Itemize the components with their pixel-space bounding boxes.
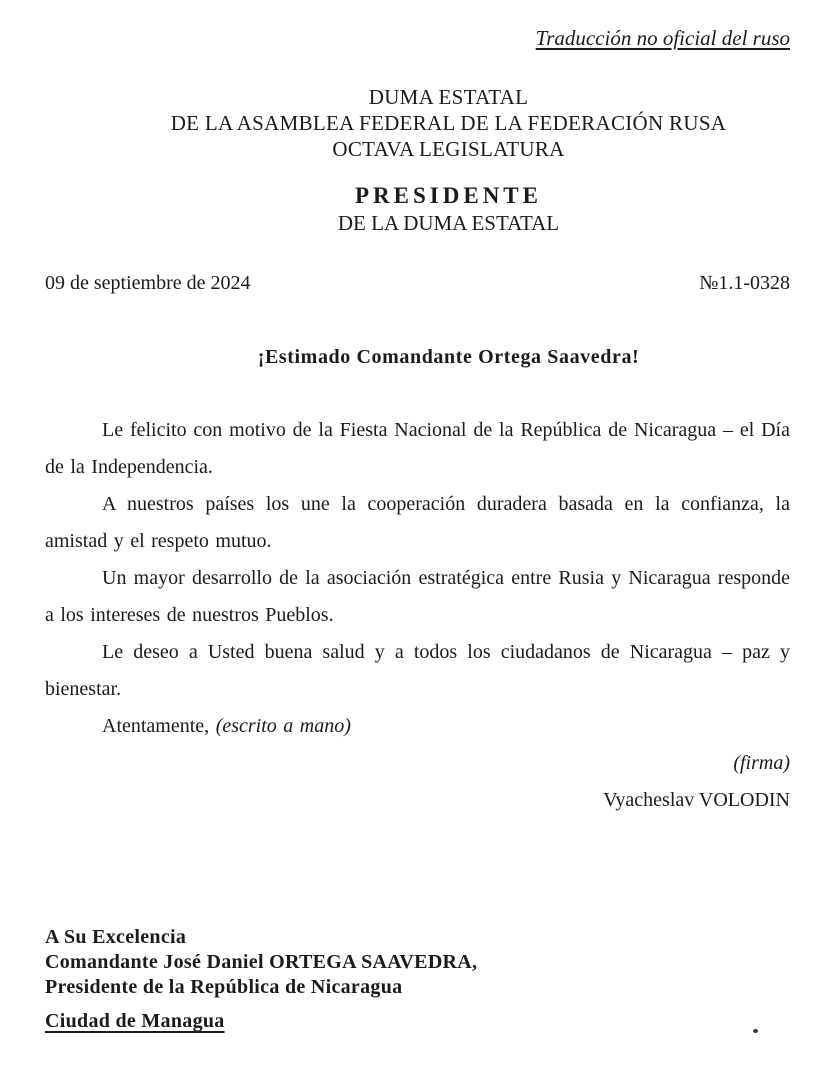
letterhead-line2: DE LA ASAMBLEA FEDERAL DE LA FEDERACIÓN RUSA: [170, 111, 727, 135]
reference-number: №1.1-0328: [699, 272, 790, 294]
salutation: ¡Estimado Comandante Ortega Saavedra!: [257, 346, 640, 368]
recipient-city: Ciudad de Managua: [45, 1010, 225, 1032]
recipient-line1: A Su Excelencia: [45, 926, 187, 948]
recipient-block: [45, 925, 790, 1034]
recipient-line2: Comandante José Daniel ORTEGA SAAVEDRA,: [45, 951, 478, 973]
letterhead: [45, 84, 790, 162]
letterhead-line1: DUMA ESTATAL: [368, 85, 529, 109]
scan-artifact-dot: [753, 1029, 758, 1033]
translation-note-text: Traducción no oficial del ruso: [535, 26, 790, 50]
signer-name: Vyacheslav VOLODIN: [603, 789, 790, 811]
closing-regular: Atentamente,: [102, 715, 216, 737]
paragraph: Le felicito con motivo de la Fiesta Nacional de la República de Nicaragua – el Día de la Independencia.: [45, 419, 790, 478]
paragraph: Un mayor desarrollo de la asociación estratégica entre Rusia y Nicaragua responde a los intereses de nuestros Pueblos.: [45, 567, 790, 626]
sender-subtitle: DE LA DUMA ESTATAL: [337, 211, 560, 235]
letterhead-line3: OCTAVA LEGISLATURA: [332, 137, 565, 161]
paragraph: A nuestros países los une la cooperación duradera basada en la confianza, la amistad y el respeto mutuo.: [45, 493, 790, 552]
letter-date: 09 de septiembre de 2024: [45, 272, 251, 294]
firma-note: (firma): [733, 752, 790, 774]
closing-handwritten-note: (escrito a mano): [215, 715, 351, 737]
meta-row: [45, 270, 790, 296]
letter-body: [45, 412, 790, 745]
translation-note: [45, 24, 790, 52]
sender-title-block: [45, 182, 790, 236]
sender-title: PRESIDENTE: [355, 183, 542, 208]
signature-block: [45, 745, 790, 819]
paragraph: Le deseo a Usted buena salud y a todos los ciudadanos de Nicaragua – paz y bienestar.: [45, 641, 790, 700]
closing-line: [45, 708, 790, 745]
recipient-line3: Presidente de la República de Nicaragua: [45, 976, 403, 998]
